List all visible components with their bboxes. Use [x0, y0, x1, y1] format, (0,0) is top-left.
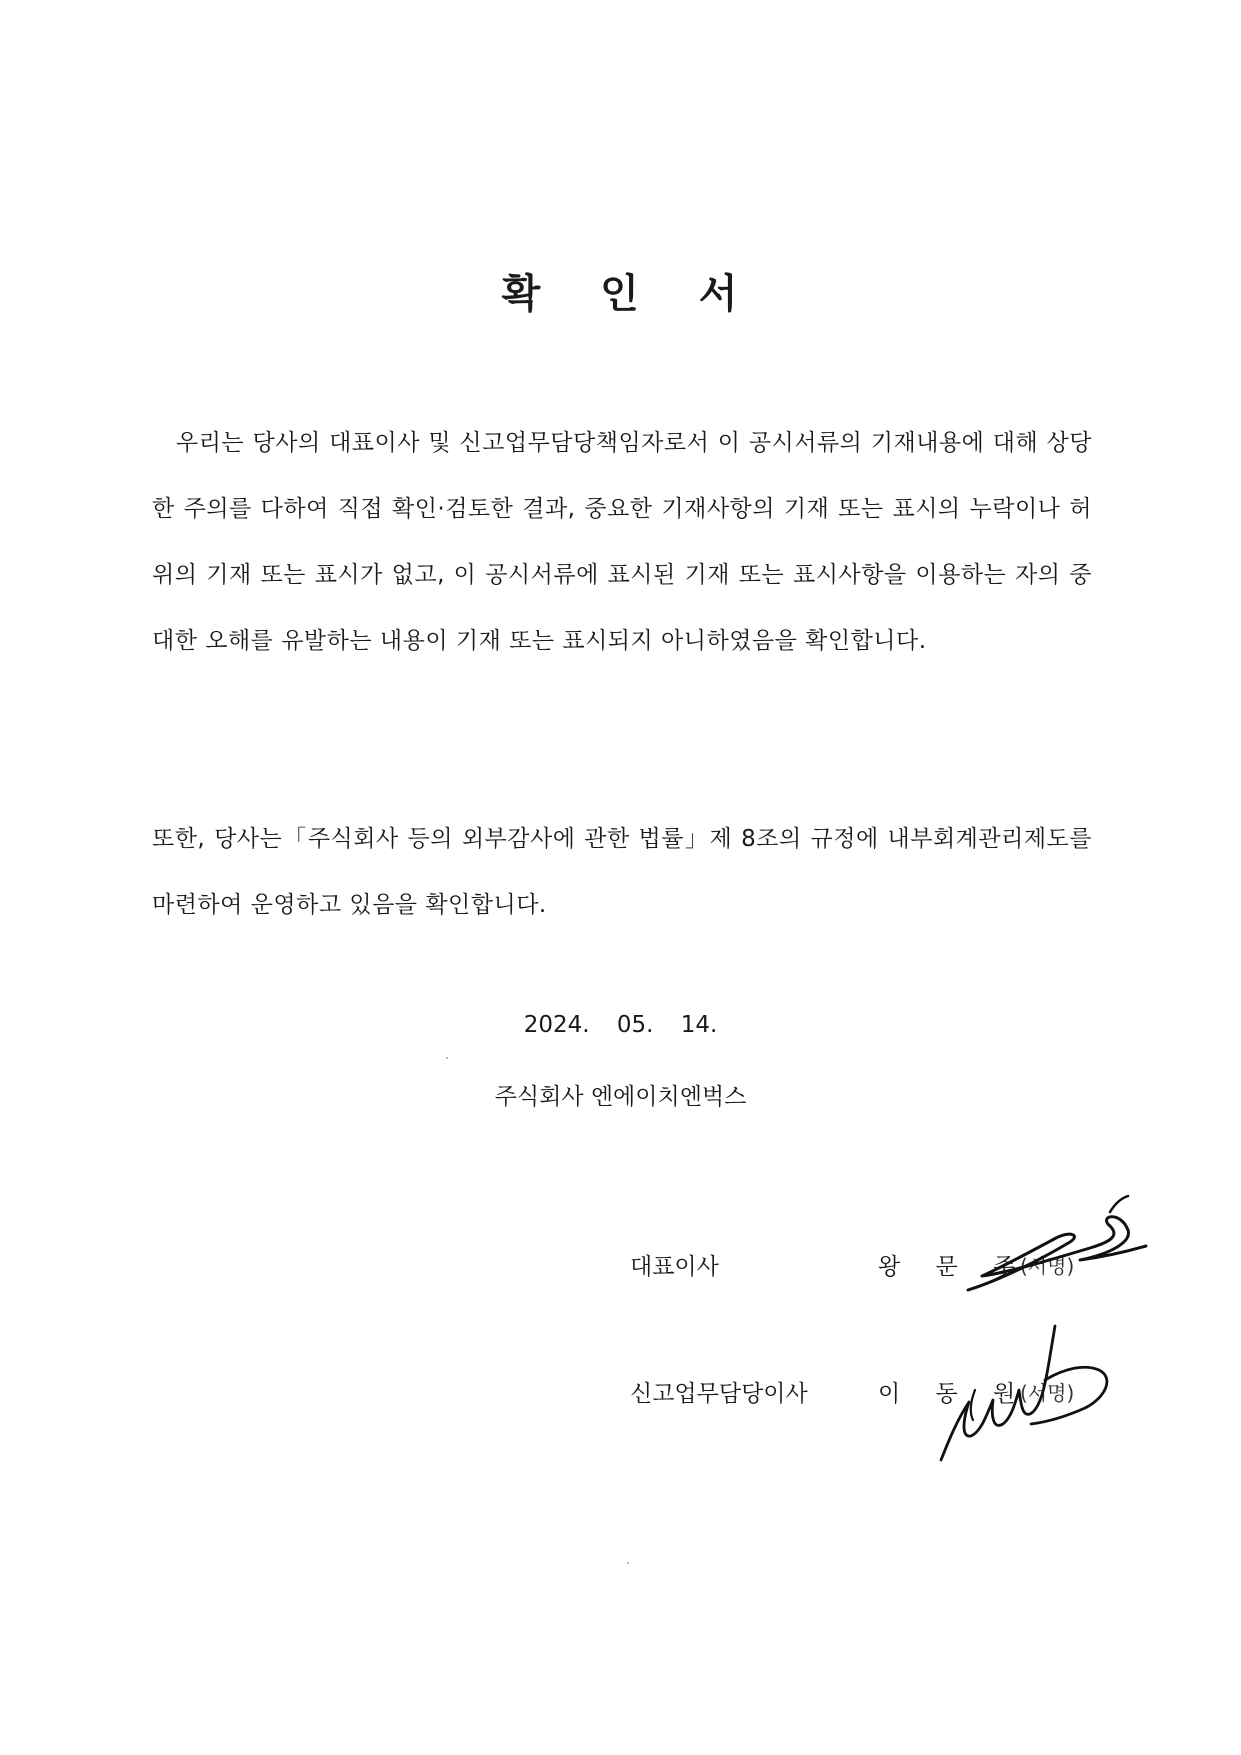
ceo-signature-icon	[960, 1190, 1150, 1310]
document-date: 2024. 05. 14.	[523, 1012, 718, 1038]
signatory-role-disclosure-officer: 신고업무담당이사	[630, 1381, 808, 1407]
disclosure-officer-signature-icon	[935, 1320, 1135, 1470]
document-title: 확 인 서	[501, 271, 740, 317]
signatory-name-disclosure-officer: 이 동 원	[878, 1381, 1030, 1407]
internal-control-paragraph: 또한, 당사는「주식회사 등의 외부감사에 관한 법률」제 8조의 규정에 내부회계관리제도를 마련하여 운영하고 있음을 확인합니다.	[152, 826, 1092, 918]
company-name: 주식회사 엔에이치엔벅스	[494, 1084, 747, 1110]
scan-speck	[446, 1057, 448, 1059]
confirmation-paragraph: 우리는 당사의 대표이사 및 신고업무담당책임자로서 이 공시서류의 기재내용에 대해 상당한 주의를 다하여 직접 확인·검토한 결과, 중요한 기재사항의 기재 또는 표시의 누락이나 허위의 기재 또는 표시가 없고, 이 공시서류에 표시된 기재 또는 표시사항을 이용하는 자의 중대한 오해를 유발하는 내용이 기재 또는 표시되지 아니하였음을 확인합니다.	[152, 430, 1092, 654]
scan-speck	[627, 1562, 629, 1564]
signature-label-ceo: (서명)	[1020, 1254, 1075, 1278]
signatory-role-ceo: 대표이사	[630, 1254, 719, 1280]
signature-label-disclosure-officer: (서명)	[1020, 1381, 1075, 1405]
signatory-name-ceo: 왕 문 주	[878, 1254, 1030, 1280]
